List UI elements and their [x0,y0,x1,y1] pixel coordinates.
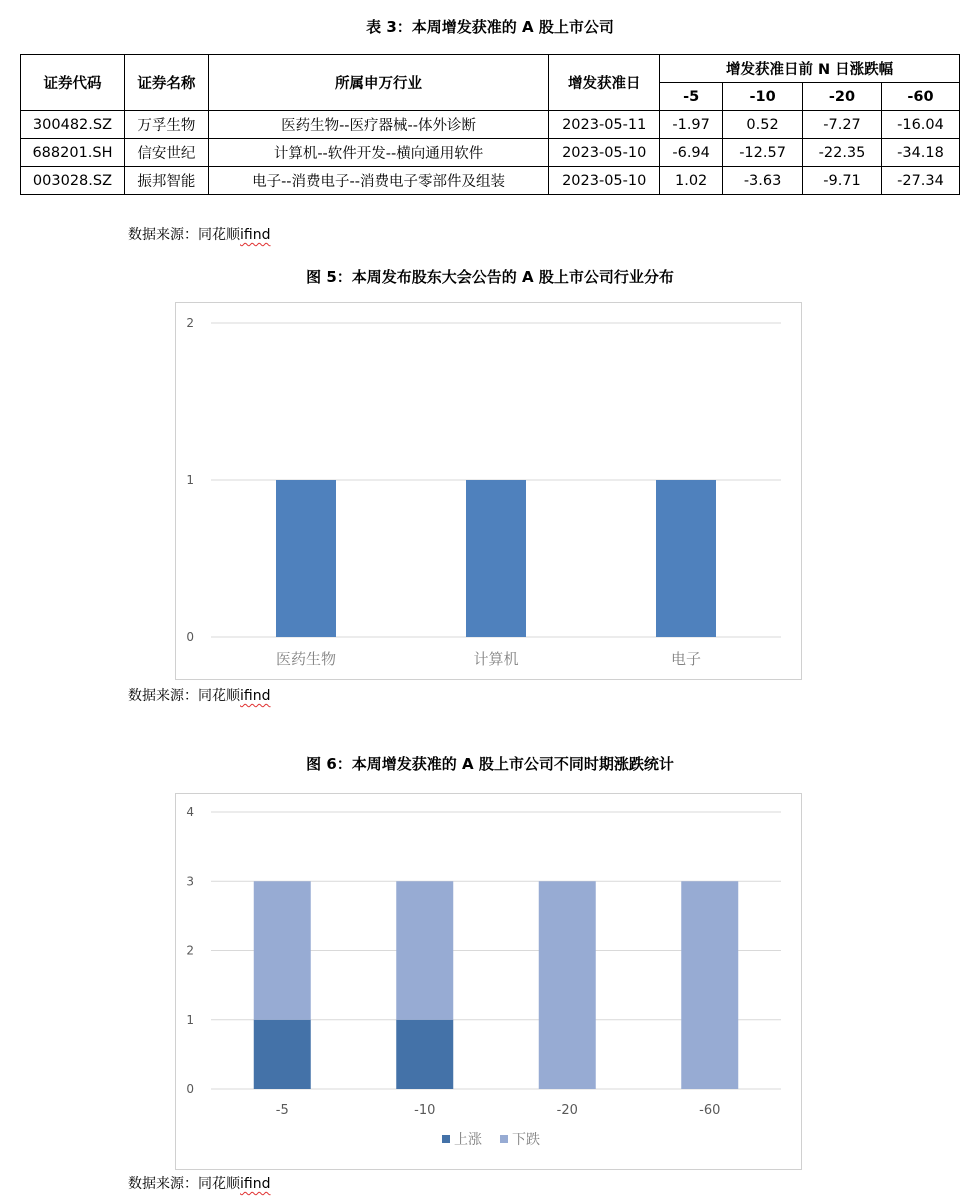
cell-change: -7.27 [803,111,882,139]
bar-segment [396,881,453,1020]
cell-industry: 医药生物--医疗器械--体外诊断 [208,111,548,139]
source-note [128,1173,270,1193]
y-tick-label: 3 [186,874,194,889]
x-tick-label: 医药生物 [275,650,337,668]
cell-change: -16.04 [881,111,959,139]
source-label: 数据来源：同花顺 [128,688,240,704]
legend-label: 上涨 [454,1132,482,1148]
cell-industry: 计算机--软件开发--横向通用软件 [208,139,548,167]
cell-change: -3.63 [723,167,803,195]
x-tick-label: -20 [556,1103,578,1118]
header-period: -10 [723,83,803,111]
header-industry: 所属申万行业 [208,55,548,111]
cell-name: 信安世纪 [124,139,208,167]
source-note [128,224,270,244]
source-label: 数据来源：同花顺 [128,227,240,243]
y-tick-label: 0 [186,630,194,644]
source-brand: ifind [240,227,271,243]
cell-change: 1.02 [660,167,723,195]
bar-segment [254,881,311,1020]
cell-change: 0.52 [723,111,803,139]
table-row [21,167,960,195]
x-tick-label: 计算机 [473,650,519,668]
figure6-chart [176,794,801,1169]
header-change-group: 增发获准日前 N 日涨跌幅 [660,55,960,83]
source-note [128,685,270,705]
x-tick-label: 电子 [670,650,702,668]
bar-segment [681,881,738,1089]
bar-segment [254,1020,311,1089]
bar-segment [539,881,596,1089]
bar [656,480,716,637]
cell-industry: 电子--消费电子--消费电子零部件及组装 [208,167,548,195]
header-name: 证券名称 [124,55,208,111]
figure6-title: 图 6：本周增发获准的 A 股上市公司不同时期涨跌统计 [306,755,674,773]
figure5-title: 图 5：本周发布股东大会公告的 A 股上市公司行业分布 [306,268,674,286]
bar-segment [396,1020,453,1089]
header-period: -5 [660,83,723,111]
x-tick-label: -5 [275,1103,289,1118]
cell-date: 2023-05-11 [549,111,660,139]
y-tick-label: 2 [186,943,194,958]
figure6-chart-frame [175,793,802,1170]
stock-table [20,54,960,195]
legend-swatch [500,1135,508,1143]
cell-date: 2023-05-10 [549,139,660,167]
cell-change: -6.94 [660,139,723,167]
cell-change: -22.35 [803,139,882,167]
legend-label: 下跌 [512,1132,540,1148]
source-brand: ifind [240,1176,271,1192]
cell-change: -34.18 [881,139,959,167]
source-label: 数据来源：同花顺 [128,1176,240,1192]
figure5-chart-frame [175,302,802,680]
bar [466,480,526,637]
header-code: 证券代码 [21,55,125,111]
cell-change: -1.97 [660,111,723,139]
header-date: 增发获准日 [549,55,660,111]
table-row [21,111,960,139]
table-row [21,139,960,167]
cell-date: 2023-05-10 [549,167,660,195]
table-header-row [21,55,960,83]
y-tick-label: 1 [186,473,194,487]
y-tick-label: 0 [186,1082,194,1096]
bar [276,480,336,637]
header-period: -20 [803,83,882,111]
y-tick-label: 2 [186,316,194,330]
legend-swatch [442,1135,450,1143]
cell-change: -9.71 [803,167,882,195]
y-tick-label: 1 [186,1012,194,1027]
source-brand: ifind [240,688,271,704]
x-tick-label: -60 [699,1103,721,1118]
header-period: -60 [881,83,959,111]
table-title: 表 3：本周增发获准的 A 股上市公司 [366,18,614,36]
cell-code: 300482.SZ [21,111,125,139]
cell-code: 003028.SZ [21,167,125,195]
cell-name: 振邦智能 [124,167,208,195]
cell-change: -27.34 [881,167,959,195]
x-tick-label: -10 [414,1103,436,1118]
cell-name: 万孚生物 [124,111,208,139]
cell-code: 688201.SH [21,139,125,167]
y-tick-label: 4 [186,805,194,819]
figure5-chart [176,303,801,679]
cell-change: -12.57 [723,139,803,167]
